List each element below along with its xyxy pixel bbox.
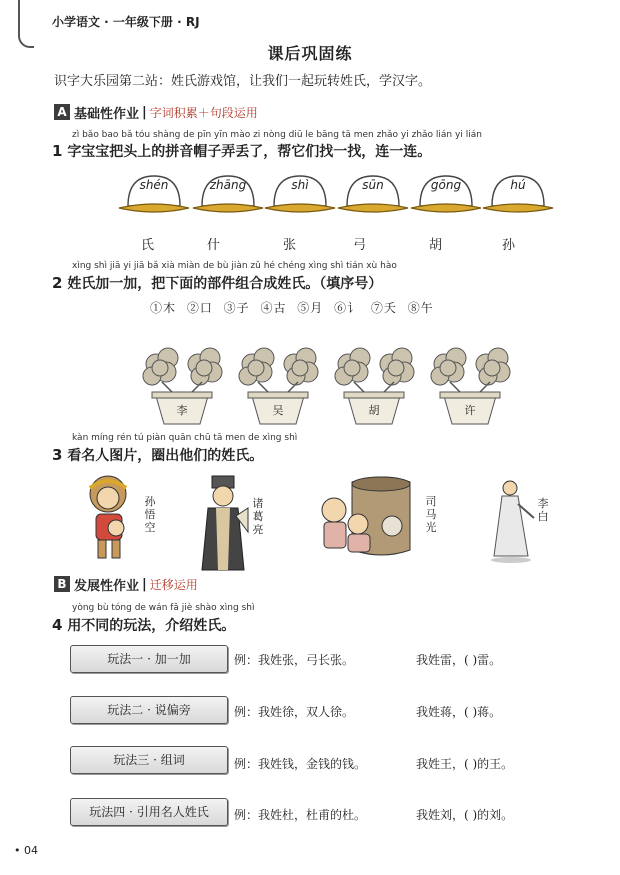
q4-number: 4 (52, 616, 63, 634)
play-method-2: 玩法二 · 说偏旁 (70, 696, 228, 724)
character-4[interactable]: 弓 (353, 238, 367, 253)
q3-number: 3 (52, 446, 63, 464)
section-a-header: A 基础性作业 | 字词积累＋句段运用 (54, 103, 258, 121)
q1-question (52, 141, 431, 161)
intro-text: 识字大乐园第二站：姓氏游戏馆，让我们一起玩转姓氏，学汉字。 (54, 74, 432, 89)
section-b-letter: B (54, 576, 70, 592)
li-bai-figure (484, 476, 540, 564)
monkey-king-figure (74, 470, 144, 568)
pinyin-hat-6[interactable] (480, 172, 556, 216)
q3-question (52, 445, 263, 465)
pot-character: 李 (176, 404, 188, 417)
pinyin-hat-4[interactable] (335, 172, 411, 216)
character-5[interactable]: 胡 (429, 238, 443, 253)
flower-pot-1[interactable] (136, 344, 228, 430)
q1-number: 1 (52, 142, 63, 160)
pot-character: 许 (464, 404, 476, 417)
pot-character: 吴 (272, 404, 284, 417)
answer-line-3[interactable]: 我姓王，( )的王。 (416, 757, 514, 771)
q2-question (52, 273, 382, 293)
character-3[interactable]: 张 (283, 238, 297, 253)
section-a-title: 基础性作业 (74, 106, 140, 122)
section-b-subtitle: 迁移运用 (149, 577, 198, 592)
q1-text: 字宝宝把头上的拼音帽子弄丢了，帮它们找一找，连一连。 (67, 144, 432, 160)
character-2[interactable]: 什 (207, 238, 221, 253)
character-1[interactable]: 氏 (141, 238, 155, 253)
section-b-header: B 发展性作业 | 迁移运用 (54, 575, 198, 593)
q2-pinyin: xìng shì jiā yi jiā bǎ xià miàn de bù jiàn zǔ hé chéng xìng shì tián xù hào (72, 261, 397, 271)
play-method-3: 玩法三 · 组词 (70, 746, 228, 774)
page-title: 课后巩固练 (267, 44, 353, 63)
example-2: 例：我姓徐，双人徐。 (234, 705, 355, 719)
hat-pinyin-label: shén (139, 178, 169, 192)
q3-pinyin: kàn míng rén tú piàn quān chū tā men de xìng shì (72, 433, 298, 443)
zhuge-liang-figure (196, 472, 252, 574)
pinyin-hat-5[interactable] (408, 172, 484, 216)
example-1: 例：我姓张，弓长张。 (234, 653, 355, 667)
q4-question (52, 615, 235, 635)
flower-pot-4[interactable] (424, 344, 516, 430)
pinyin-hat-3[interactable] (262, 172, 338, 216)
name-sima-guang: 司马光 (425, 495, 437, 534)
name-li-bai: 李白 (537, 497, 549, 523)
hat-pinyin-label: shì (291, 178, 309, 192)
name-sun-wukong: 孙悟空 (144, 495, 156, 534)
hat-pinyin-label: hú (510, 178, 526, 192)
hat-pinyin-label: sūn (362, 178, 384, 192)
play-method-4: 玩法四 · 引用名人姓氏 (70, 798, 228, 826)
q2-number: 2 (52, 274, 63, 292)
name-zhuge-liang: 诸葛亮 (252, 497, 264, 536)
flower-pot-2[interactable] (232, 344, 324, 430)
sima-guang-figure (312, 472, 416, 560)
pot-character: 胡 (368, 404, 380, 417)
pinyin-hat-1[interactable] (116, 172, 192, 216)
character-6[interactable]: 孙 (502, 238, 516, 253)
hat-pinyin-label: zhāng (209, 178, 247, 192)
pinyin-hat-2[interactable] (190, 172, 266, 216)
q1-pinyin: zì bǎo bao bǎ tóu shàng de pīn yīn mào zi nòng diū le bāng tā men zhǎo yi zhǎo lián yi lián (72, 130, 482, 140)
section-b-title: 发展性作业 (74, 578, 140, 594)
hat-pinyin-label: gōng (430, 178, 462, 192)
q2-parts-list: ①木 ②口 ③子 ④古 ⑤月 ⑥讠 ⑦夭 ⑧午 (150, 301, 434, 315)
q3-text: 看名人图片，圈出他们的姓氏。 (67, 448, 264, 464)
answer-line-1[interactable]: 我姓雷，( )雷。 (416, 653, 502, 667)
page-number: • 04 (14, 844, 38, 857)
flower-pot-3[interactable] (328, 344, 420, 430)
answer-line-2[interactable]: 我姓蒋，( )蒋。 (416, 705, 502, 719)
section-a-subtitle: 字词积累＋句段运用 (149, 105, 258, 120)
section-a-letter: A (54, 104, 70, 120)
q4-text: 用不同的玩法，介绍姓氏。 (67, 618, 236, 634)
example-4: 例：我姓杜，杜甫的杜。 (234, 808, 367, 822)
example-3: 例：我姓钱，金钱的钱。 (234, 757, 367, 771)
q4-pinyin: yòng bù tóng de wán fǎ jiè shào xìng shì (72, 603, 255, 613)
q2-text: 姓氏加一加，把下面的部件组合成姓氏。（填序号） (67, 276, 383, 292)
answer-line-4[interactable]: 我姓刘，( )的刘。 (416, 808, 514, 822)
play-method-1: 玩法一 · 加一加 (70, 645, 228, 673)
book-header: 小学语文 · 一年级下册 · RJ (52, 15, 200, 29)
